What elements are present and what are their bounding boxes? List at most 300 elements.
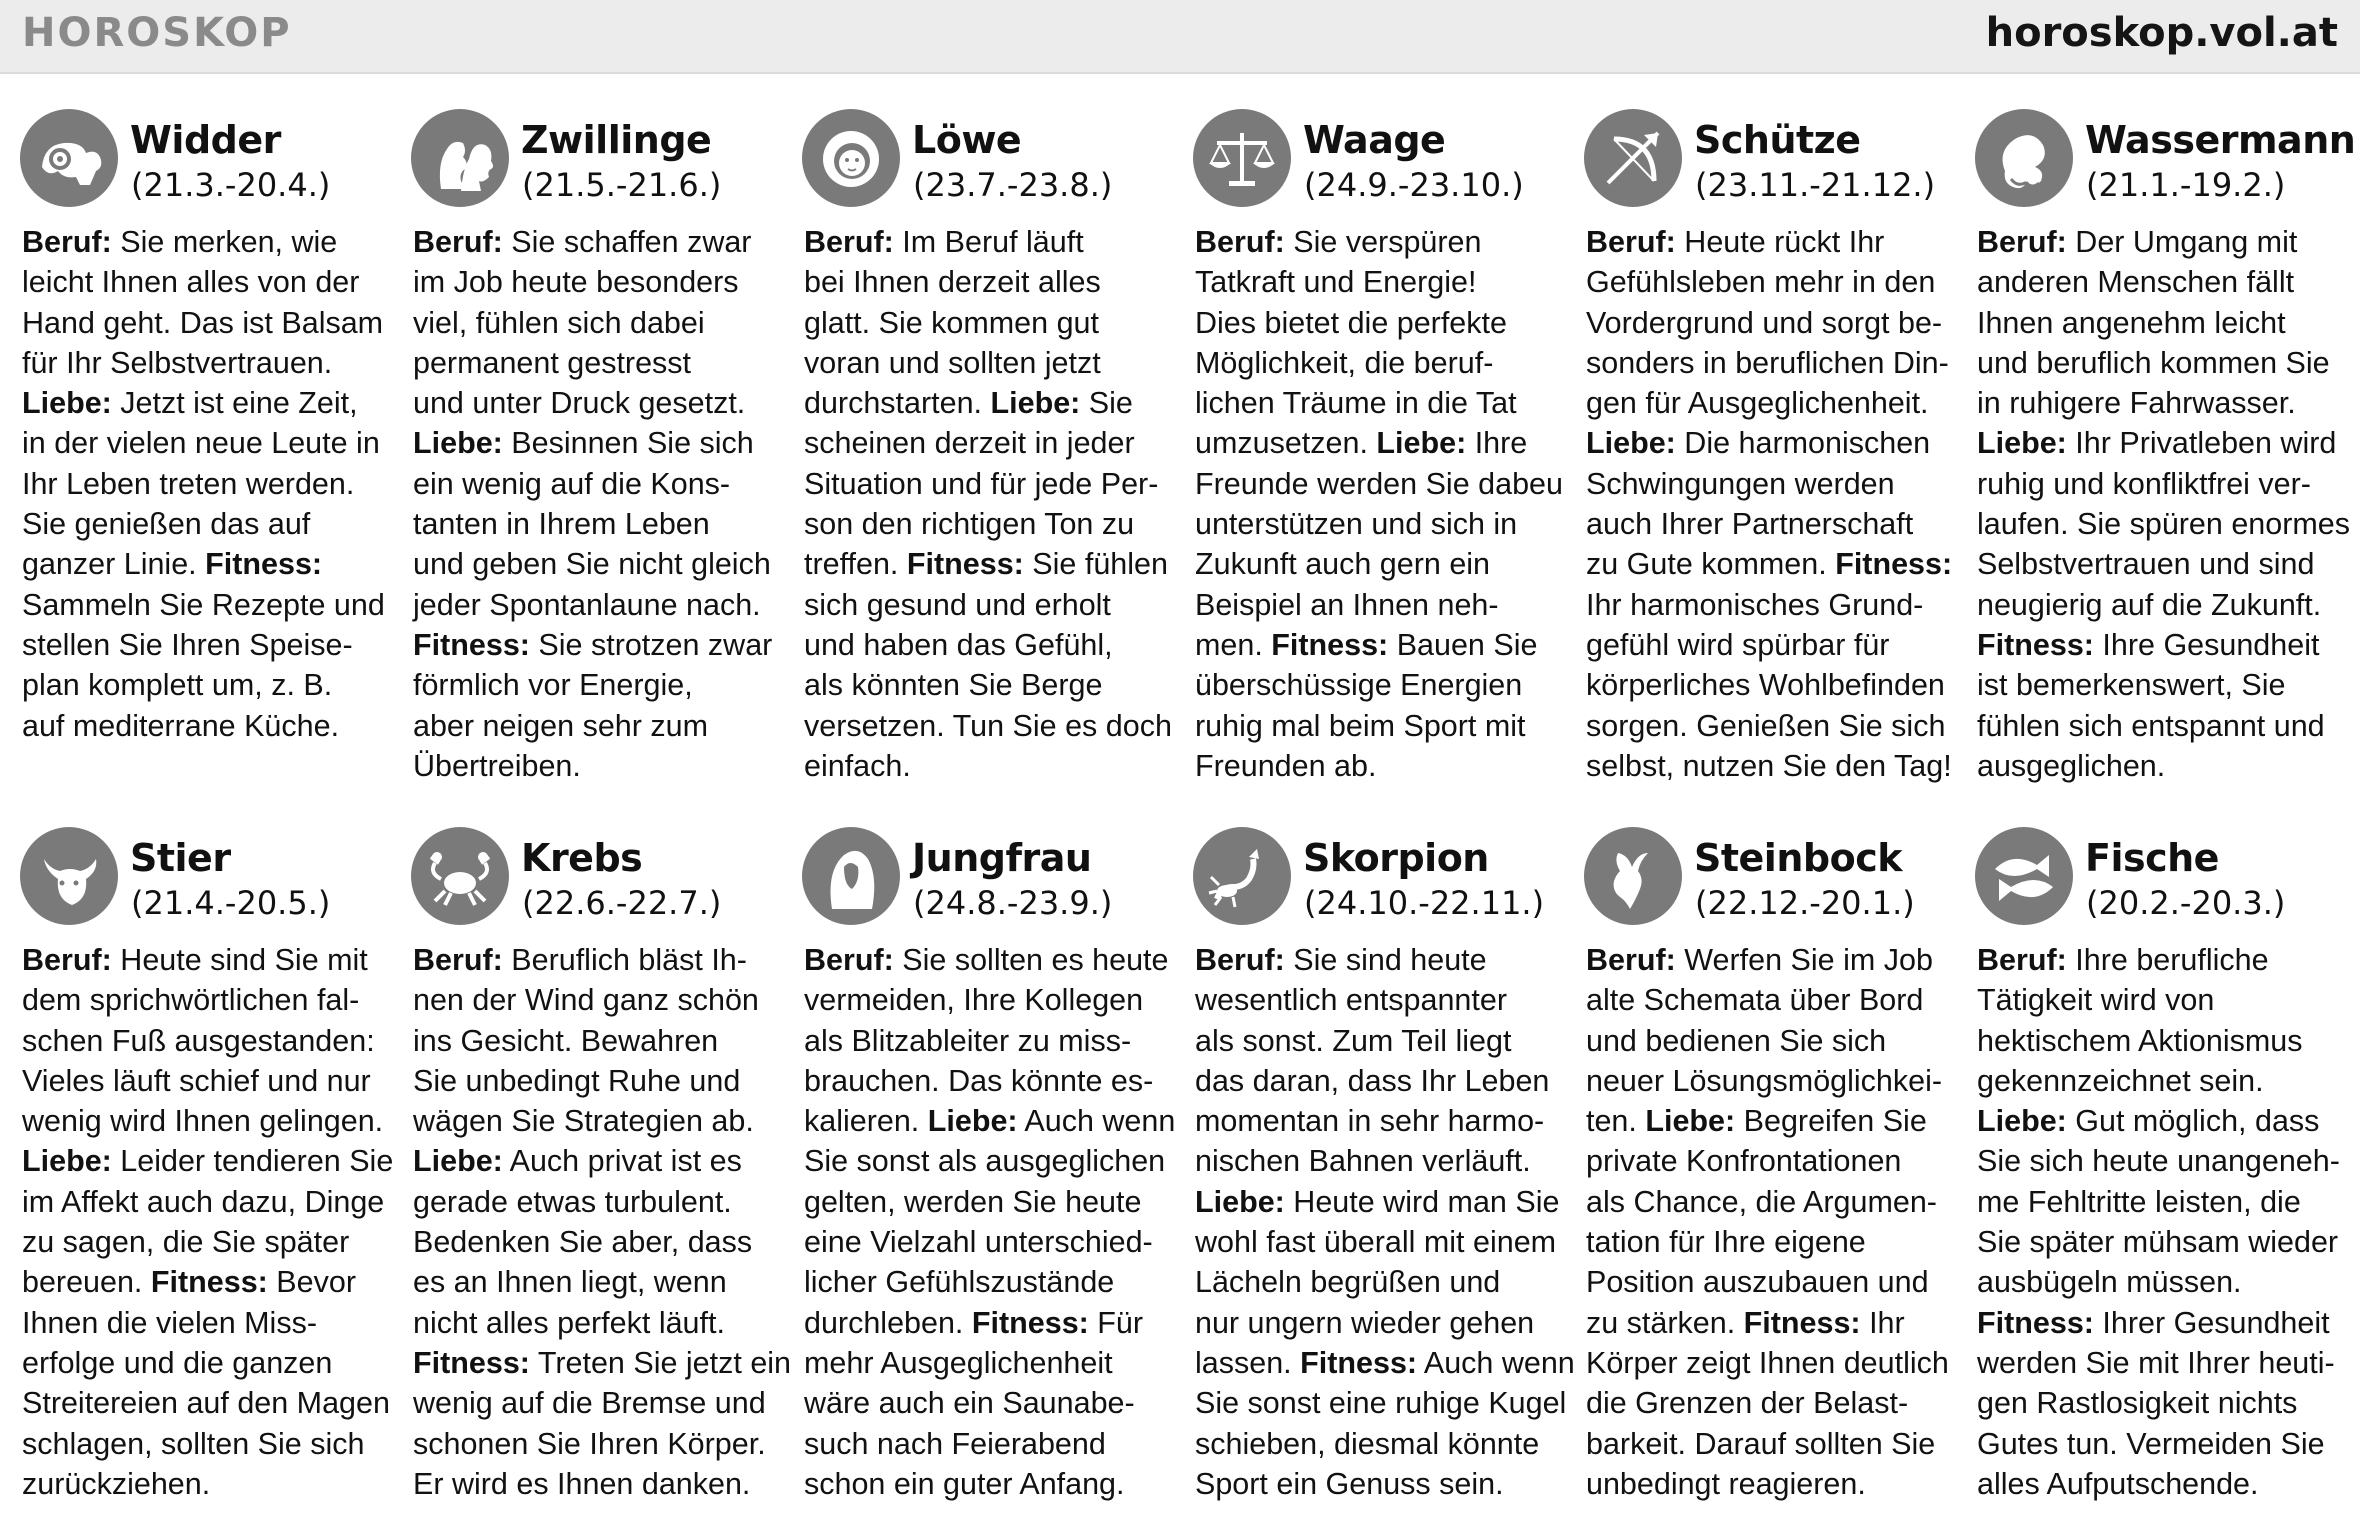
- section-title: HOROSKOP: [22, 10, 292, 56]
- forecast-segment: und geben Sie nicht gleich: [413, 547, 771, 582]
- forecast-line: [1195, 303, 1561, 343]
- forecast-line: [1977, 1464, 2343, 1504]
- category-label: Fitness:: [971, 1305, 1089, 1340]
- forecast-line: [22, 262, 388, 302]
- forecast-line: [1586, 625, 1952, 665]
- forecast-segment: neugierig auf die Zukunft.: [1977, 587, 2322, 622]
- sign-dates: (21.5.-21.6.): [522, 166, 722, 204]
- forecast-line: [1195, 980, 1561, 1020]
- forecast-segment: gelten, werden Sie heute: [804, 1184, 1142, 1219]
- forecast-line: [1586, 1464, 1952, 1504]
- forecast-segment: aber neigen sehr zum: [413, 708, 709, 743]
- forecast-line: [804, 1343, 1170, 1383]
- forecast-line: [22, 423, 388, 463]
- forecast-line: [1195, 1383, 1567, 1423]
- forecast-segment: dem sprichwörtlichen fal-: [22, 983, 360, 1018]
- forecast-line: [1977, 343, 2343, 383]
- forecast-segment: Hand geht. Das ist Balsam: [22, 305, 384, 340]
- forecast-segment: Bauen Sie: [1388, 627, 1538, 662]
- forecast-segment: anderen Menschen fällt: [1977, 265, 2295, 300]
- maiden-icon: [802, 827, 900, 925]
- forecast-segment: sorgen. Genießen Sie sich: [1586, 708, 1946, 743]
- forecast-segment: versetzen. Tun Sie es doch: [804, 708, 1172, 743]
- forecast-segment: Situation und für jede Per-: [804, 466, 1159, 501]
- sign-dates: (20.2.-20.3.): [2086, 884, 2286, 922]
- forecast-segment: unbedingt reagieren.: [1586, 1466, 1866, 1501]
- category-label: Fitness:: [906, 547, 1024, 582]
- scorpion-icon: [1193, 827, 1291, 925]
- forecast-segment: Übertreiben.: [413, 748, 581, 783]
- scales-icon: [1193, 109, 1291, 207]
- sign-name: Krebs: [521, 836, 643, 880]
- forecast-line: [1586, 262, 1952, 302]
- forecast-line: [413, 940, 779, 980]
- forecast-line: [413, 423, 779, 463]
- forecast-line: [413, 504, 779, 544]
- forecast-segment: Streitereien auf den Magen: [22, 1386, 390, 1421]
- category-label: Beruf:: [1195, 943, 1285, 977]
- category-label: Liebe:: [22, 1144, 112, 1179]
- forecast-segment: tanten in Ihrem Leben: [413, 507, 710, 542]
- sign-waage: [1173, 106, 1563, 783]
- sign-widder: [0, 106, 385, 743]
- forecast-segment: mehr Ausgeglichenheit: [804, 1345, 1113, 1380]
- forecast-segment: wesentlich entspannter: [1195, 983, 1507, 1018]
- forecast-segment: schen Fuß ausgestanden:: [22, 1023, 375, 1058]
- forecast-segment: zu sagen, die Sie später: [22, 1225, 350, 1260]
- forecast-line: [1195, 504, 1561, 544]
- category-label: Liebe:: [1977, 1104, 2067, 1139]
- forecast-line: [22, 544, 388, 584]
- forecast-segment: ausgeglichen.: [1977, 748, 2166, 783]
- sign-wassermann: [1955, 106, 2356, 783]
- forecast-line: [1586, 504, 1952, 544]
- forecast-line: [1195, 1464, 1561, 1504]
- forecast-text: [413, 940, 792, 1504]
- category-label: Liebe:: [1195, 1184, 1285, 1219]
- category-label: Liebe:: [1376, 426, 1467, 461]
- forecast-line: [22, 706, 388, 746]
- forecast-line: [1586, 222, 1952, 262]
- forecast-line: [413, 1343, 792, 1383]
- forecast-line: [1586, 343, 1952, 383]
- forecast-line: [1977, 940, 2343, 980]
- sign-header: [1955, 824, 2325, 928]
- forecast-line: [1195, 343, 1561, 383]
- category-label: Fitness:: [205, 547, 323, 582]
- forecast-segment: Begreifen Sie: [1735, 1104, 1927, 1139]
- forecast-line: [1195, 222, 1561, 262]
- website-url: horoskop.vol.at: [1985, 10, 2338, 56]
- forecast-segment: gen Rastlosigkeit nichts: [1977, 1386, 2298, 1421]
- forecast-segment: das daran, dass Ihr Leben: [1195, 1063, 1550, 1098]
- forecast-line: [804, 423, 1170, 463]
- sign-name: Skorpion: [1303, 836, 1489, 880]
- sign-header: [391, 106, 761, 210]
- forecast-line: [413, 746, 779, 786]
- category-label: Beruf:: [1586, 225, 1676, 259]
- forecast-line: [804, 222, 1170, 262]
- forecast-segment: als sonst. Zum Teil liegt: [1195, 1023, 1512, 1058]
- forecast-segment: private Konfrontationen: [1586, 1144, 1902, 1179]
- forecast-line: [413, 1262, 779, 1302]
- forecast-line: [804, 1182, 1170, 1222]
- forecast-line: [1977, 1222, 2343, 1262]
- sign-löwe: [782, 106, 1172, 783]
- forecast-line: [1977, 1021, 2343, 1061]
- forecast-line: [804, 585, 1170, 625]
- forecast-text: [22, 940, 394, 1504]
- forecast-line: [1195, 544, 1561, 584]
- forecast-segment: nischen Bahnen verläuft.: [1195, 1144, 1531, 1179]
- forecast-segment: ins Gesicht. Bewahren: [413, 1023, 719, 1058]
- forecast-segment: schieben, diesmal könnte: [1195, 1426, 1540, 1461]
- forecast-text: [1195, 940, 1575, 1504]
- water-bearer-icon: [1975, 109, 2073, 207]
- forecast-segment: Freunden ab.: [1195, 748, 1377, 783]
- forecast-segment: im Job heute besonders: [413, 265, 739, 300]
- forecast-line: [1586, 1343, 1952, 1383]
- forecast-segment: nicht alles perfekt läuft.: [413, 1305, 725, 1340]
- forecast-segment: alte Schemata über Bord: [1586, 983, 1924, 1018]
- forecast-line: [804, 343, 1170, 383]
- forecast-line: [1195, 625, 1561, 665]
- forecast-line: [413, 544, 779, 584]
- forecast-line: [1586, 1222, 1952, 1262]
- forecast-line: [22, 383, 388, 423]
- forecast-segment: Gefühlsleben mehr in den: [1586, 265, 1936, 300]
- forecast-segment: in ruhigere Fahrwasser.: [1977, 386, 2296, 421]
- forecast-segment: in der vielen neue Leute in: [22, 426, 380, 461]
- forecast-segment: für Ihr Selbstvertrauen.: [22, 345, 333, 380]
- forecast-line: [804, 1303, 1170, 1343]
- forecast-segment: Bedenken Sie aber, dass: [413, 1225, 753, 1260]
- forecast-segment: ruhig und konfliktfrei ver-: [1977, 466, 2311, 501]
- forecast-line: [804, 383, 1170, 423]
- forecast-segment: ruhig mal beim Sport mit: [1195, 708, 1526, 743]
- forecast-line: [1586, 980, 1952, 1020]
- forecast-line: [22, 665, 388, 705]
- forecast-segment: es an Ihnen liegt, wenn: [413, 1265, 727, 1300]
- forecast-segment: als Blitzableiter zu miss-: [804, 1023, 1132, 1058]
- forecast-line: [1977, 383, 2343, 423]
- category-label: Liebe:: [1586, 426, 1676, 461]
- forecast-segment: Sie sind heute: [1284, 943, 1487, 977]
- forecast-line: [413, 1383, 779, 1423]
- forecast-line: [1195, 1262, 1561, 1302]
- forecast-line: [1586, 1303, 1952, 1343]
- forecast-line: [413, 464, 779, 504]
- sign-name: Fische: [2085, 836, 2219, 880]
- forecast-segment: son den richtigen Ton zu: [804, 507, 1135, 542]
- forecast-line: [22, 1182, 388, 1222]
- forecast-segment: ausbügeln müssen.: [1977, 1265, 2242, 1300]
- forecast-segment: ein wenig auf die Kons-: [413, 466, 731, 501]
- sign-header: [0, 824, 370, 928]
- forecast-segment: Schwingungen werden: [1586, 466, 1895, 501]
- category-label: Fitness:: [1977, 1305, 2094, 1340]
- forecast-line: [1195, 423, 1561, 463]
- category-label: Beruf:: [1586, 943, 1676, 977]
- sign-dates: (21.1.-19.2.): [2086, 166, 2286, 204]
- category-label: Liebe:: [1645, 1104, 1736, 1139]
- forecast-segment: leicht Ihnen alles von der: [22, 265, 360, 300]
- forecast-line: [1195, 1222, 1561, 1262]
- forecast-line: [1977, 746, 2343, 786]
- forecast-line: [804, 1464, 1170, 1504]
- forecast-segment: Der Umgang mit: [2066, 225, 2298, 259]
- sign-name: Löwe: [912, 118, 1022, 162]
- forecast-line: [804, 1222, 1170, 1262]
- category-label: Liebe:: [1977, 426, 2067, 461]
- forecast-line: [1195, 1424, 1561, 1464]
- forecast-segment: sich gesund und erholt: [804, 587, 1111, 622]
- forecast-line: [22, 504, 388, 544]
- forecast-line: [1586, 1383, 1952, 1423]
- forecast-line: [22, 1021, 388, 1061]
- category-label: Fitness:: [1300, 1345, 1418, 1380]
- forecast-line: [1586, 1424, 1952, 1464]
- forecast-line: [1977, 1383, 2343, 1423]
- forecast-segment: zu stärken.: [1586, 1305, 1744, 1340]
- forecast-segment: schlagen, sollten Sie sich: [22, 1426, 365, 1461]
- forecast-line: [804, 1262, 1170, 1302]
- forecast-line: [22, 585, 388, 625]
- sign-header: [1564, 106, 1934, 210]
- forecast-line: [22, 1424, 388, 1464]
- forecast-line: [1195, 585, 1561, 625]
- forecast-line: [1586, 464, 1952, 504]
- sign-dates: (24.9.-23.10.): [1304, 166, 1524, 204]
- forecast-segment: bereuen.: [22, 1265, 151, 1300]
- forecast-line: [413, 1141, 779, 1181]
- forecast-segment: Körper zeigt Ihnen deutlich: [1586, 1345, 1949, 1380]
- forecast-text: [1195, 222, 1561, 786]
- forecast-line: [413, 1101, 779, 1141]
- forecast-segment: durchstarten.: [804, 386, 991, 421]
- category-label: Beruf:: [22, 225, 112, 259]
- sign-dates: (21.4.-20.5.): [131, 884, 331, 922]
- forecast-segment: gen für Ausgeglichenheit.: [1586, 386, 1929, 421]
- forecast-line: [1586, 1262, 1952, 1302]
- forecast-segment: Sie strotzen zwar: [529, 627, 773, 662]
- forecast-segment: selbst, nutzen Sie den Tag!: [1586, 748, 1952, 783]
- forecast-segment: wägen Sie Strategien ab.: [413, 1104, 754, 1139]
- forecast-segment: Heute sind Sie mit: [111, 943, 368, 977]
- forecast-line: [804, 1101, 1176, 1141]
- category-label: Fitness:: [1743, 1305, 1861, 1340]
- sign-dates: (21.3.-20.4.): [131, 166, 331, 204]
- forecast-line: [804, 1061, 1170, 1101]
- category-label: Liebe:: [990, 386, 1081, 421]
- forecast-line: [22, 1464, 388, 1504]
- forecast-segment: me Fehltritte leisten, die: [1977, 1184, 2301, 1219]
- forecast-line: [1195, 1101, 1561, 1141]
- forecast-segment: überschüssige Energien: [1195, 668, 1523, 703]
- sign-skorpion: [1173, 824, 1575, 1501]
- forecast-segment: auch Ihrer Partnerschaft: [1586, 507, 1914, 542]
- sign-header: [782, 824, 1152, 928]
- forecast-segment: Sie genießen das auf: [22, 507, 311, 542]
- sign-stier: [0, 824, 394, 1501]
- forecast-line: [413, 1222, 779, 1262]
- forecast-line: [413, 1464, 779, 1504]
- sign-header: [1173, 824, 1543, 928]
- forecast-segment: Gut möglich, dass: [2066, 1104, 2320, 1139]
- forecast-line: [1195, 746, 1561, 786]
- forecast-segment: Ihr harmonisches Grund-: [1586, 587, 1924, 622]
- forecast-line: [1195, 1021, 1561, 1061]
- forecast-line: [1977, 625, 2343, 665]
- sign-name: Steinbock: [1694, 836, 1902, 880]
- forecast-segment: die Grenzen der Belast-: [1586, 1386, 1909, 1421]
- category-label: Fitness:: [150, 1265, 268, 1300]
- forecast-line: [1195, 1182, 1561, 1222]
- forecast-segment: Ihr Leben treten werden.: [22, 466, 355, 501]
- forecast-segment: Ihrer Gesundheit: [2093, 1305, 2330, 1340]
- forecast-line: [22, 1222, 388, 1262]
- category-label: Liebe:: [22, 386, 112, 421]
- forecast-line: [22, 980, 388, 1020]
- forecast-segment: Ihnen angenehm leicht: [1977, 305, 2286, 340]
- forecast-line: [22, 464, 388, 504]
- forecast-segment: glatt. Sie kommen gut: [804, 305, 1099, 340]
- sign-header: [391, 824, 761, 928]
- forecast-segment: plan komplett um, z. B.: [22, 668, 333, 703]
- forecast-line: [1586, 544, 1952, 584]
- forecast-segment: Ihr: [1860, 1305, 1905, 1340]
- forecast-segment: Heute wird man Sie: [1284, 1184, 1560, 1219]
- twins-icon: [411, 109, 509, 207]
- forecast-line: [1977, 544, 2343, 584]
- category-label: Fitness:: [1977, 627, 2094, 662]
- category-label: Liebe:: [413, 426, 503, 461]
- sign-name: Waage: [1303, 118, 1446, 162]
- forecast-line: [1195, 464, 1561, 504]
- category-label: Beruf:: [413, 943, 503, 977]
- forecast-segment: Freunde werden Sie dabeu: [1195, 466, 1563, 501]
- forecast-line: [1977, 980, 2343, 1020]
- forecast-line: [804, 1383, 1170, 1423]
- forecast-segment: kalieren.: [804, 1104, 928, 1139]
- forecast-line: [22, 343, 388, 383]
- forecast-segment: Zukunft auch gern ein: [1195, 547, 1491, 582]
- forecast-line: [1586, 1141, 1952, 1181]
- forecast-line: [1195, 665, 1561, 705]
- forecast-line: [22, 625, 388, 665]
- forecast-line: [1586, 665, 1952, 705]
- forecast-segment: ist bemerkenswert, Sie: [1977, 668, 2286, 703]
- header-bar: [0, 0, 2360, 74]
- forecast-line: [413, 262, 779, 302]
- forecast-segment: Treten Sie jetzt ein: [529, 1345, 792, 1380]
- forecast-line: [413, 343, 779, 383]
- forecast-segment: Die harmonischen: [1675, 426, 1931, 461]
- forecast-segment: Sie später mühsam wieder: [1977, 1225, 2339, 1260]
- forecast-segment: Lächeln begrüßen und: [1195, 1265, 1501, 1300]
- forecast-line: [1977, 1424, 2343, 1464]
- forecast-line: [22, 1383, 388, 1423]
- sign-zwillinge: [391, 106, 773, 783]
- forecast-line: [1586, 746, 1952, 786]
- ram-icon: [20, 109, 118, 207]
- forecast-segment: Beispiel an Ihnen neh-: [1195, 587, 1499, 622]
- forecast-line: [1195, 1141, 1561, 1181]
- category-label: Beruf:: [1977, 225, 2067, 259]
- sign-header: [1564, 824, 1934, 928]
- forecast-segment: Sie sonst eine ruhige Kugel: [1195, 1386, 1567, 1421]
- archer-icon: [1584, 109, 1682, 207]
- forecast-segment: Für: [1088, 1305, 1144, 1340]
- forecast-line: [22, 1141, 394, 1181]
- sign-name: Jungfrau: [912, 836, 1092, 880]
- category-label: Beruf:: [22, 943, 112, 977]
- forecast-segment: Sie unbedingt Ruhe und: [413, 1063, 741, 1098]
- category-label: Beruf:: [1977, 943, 2067, 977]
- forecast-line: [1977, 585, 2343, 625]
- category-label: Beruf:: [413, 225, 503, 259]
- forecast-segment: Sie fühlen: [1023, 547, 1168, 582]
- forecast-segment: gekennzeichnet sein.: [1977, 1063, 2264, 1098]
- sign-name: Widder: [130, 118, 281, 162]
- forecast-segment: Beruflich bläst Ih-: [502, 943, 747, 977]
- forecast-line: [804, 940, 1170, 980]
- forecast-segment: alles Aufputschende.: [1977, 1466, 2259, 1501]
- sign-dates: (23.7.-23.8.): [913, 166, 1113, 204]
- sign-name: Wassermann: [2085, 118, 2356, 162]
- forecast-segment: momentan in sehr harmo-: [1195, 1104, 1545, 1139]
- forecast-line: [1977, 1343, 2343, 1383]
- forecast-segment: Sie schaffen zwar: [502, 225, 752, 259]
- forecast-segment: Sie sonst als ausgeglichen: [804, 1144, 1166, 1179]
- forecast-line: [1977, 706, 2343, 746]
- forecast-line: [1977, 1061, 2343, 1101]
- forecast-segment: werden Sie mit Ihrer heuti-: [1977, 1345, 2335, 1380]
- forecast-segment: hektischem Aktionismus: [1977, 1023, 2303, 1058]
- forecast-line: [1977, 262, 2343, 302]
- forecast-text: [1586, 222, 1952, 786]
- forecast-segment: viel, fühlen sich dabei: [413, 305, 705, 340]
- forecast-segment: such nach Feierabend: [804, 1426, 1106, 1461]
- forecast-segment: Ihr Privatleben wird: [2066, 426, 2337, 461]
- forecast-line: [22, 1101, 388, 1141]
- category-label: Liebe:: [413, 1144, 503, 1179]
- forecast-segment: sonders in beruflichen Din-: [1586, 345, 1949, 380]
- forecast-segment: Sammeln Sie Rezepte und: [22, 587, 385, 622]
- forecast-segment: durchleben.: [804, 1305, 972, 1340]
- forecast-segment: erfolge und die ganzen: [22, 1345, 333, 1380]
- forecast-segment: einfach.: [804, 748, 911, 783]
- forecast-segment: zurückziehen.: [22, 1466, 211, 1501]
- forecast-segment: und beruflich kommen Sie: [1977, 345, 2330, 380]
- forecast-segment: Er wird es Ihnen danken.: [413, 1466, 751, 1501]
- forecast-segment: Tätigkeit wird von: [1977, 983, 2215, 1018]
- forecast-segment: Auch privat ist es: [502, 1144, 742, 1179]
- sign-name: Zwillinge: [521, 118, 712, 162]
- forecast-line: [1977, 1182, 2343, 1222]
- sign-header: [782, 106, 1152, 210]
- forecast-line: [413, 1021, 779, 1061]
- forecast-line: [1195, 383, 1561, 423]
- forecast-line: [1195, 1303, 1561, 1343]
- forecast-segment: Tatkraft und Energie!: [1195, 265, 1477, 300]
- forecast-text: [804, 222, 1170, 786]
- category-label: Beruf:: [1195, 225, 1285, 259]
- forecast-segment: nen der Wind ganz schön: [413, 983, 759, 1018]
- forecast-segment: Sie sollten es heute: [893, 943, 1169, 977]
- forecast-line: [22, 1303, 388, 1343]
- forecast-text: [22, 222, 388, 746]
